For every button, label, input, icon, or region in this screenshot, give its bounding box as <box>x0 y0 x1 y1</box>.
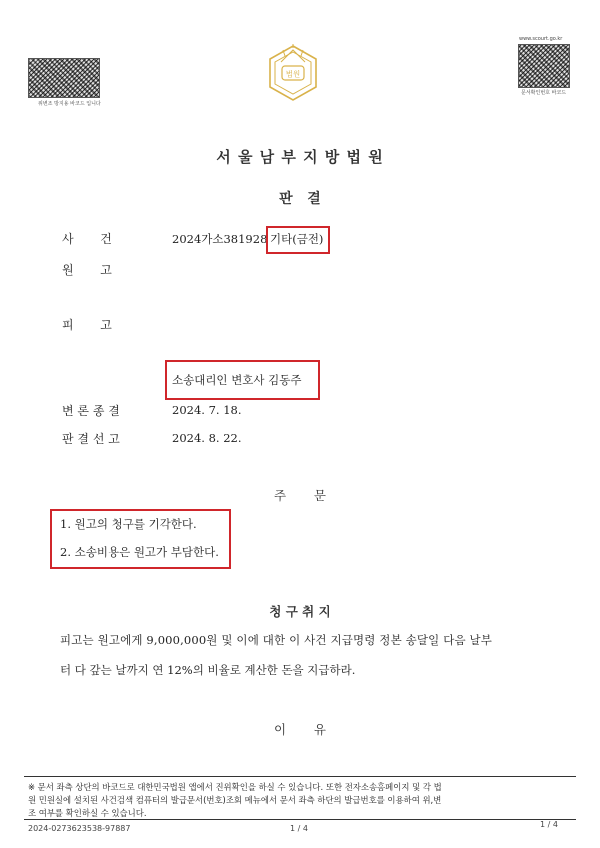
litigation-agent: 소송대리인 변호사 김동주 <box>172 373 302 387</box>
seal-text: 법원 <box>285 69 301 79</box>
claim-title: 청 구 취 지 <box>269 604 331 619</box>
court-name: 서 울 남 부 지 방 법 원 <box>216 148 384 166</box>
main-order-title: 주 문 <box>274 488 326 503</box>
footnote-divider <box>24 776 576 777</box>
defendant-label: 피 고 <box>62 318 112 332</box>
footnote-bottom-rule <box>24 819 576 820</box>
right-qr-caption: 문서확인번호 바코드 <box>521 90 567 96</box>
judgment-date-label: 판 결 선 고 <box>62 432 120 446</box>
main-order-item-2: 2. 소송비용은 원고가 부담한다. <box>60 545 219 559</box>
plaintiff-label: 원 고 <box>62 263 112 277</box>
footnote-line-2: 원 민원실에 설치된 사건검색 컴퓨터의 발급문서(번호)조회 메뉴에서 문서 좌측 하단의 발급번호를 이용하여 위,변 <box>28 795 442 805</box>
right-url: www.scourt.go.kr <box>519 36 563 42</box>
hearing-end-date: 2024. 7. 18. <box>172 403 242 417</box>
case-label: 사 건 <box>62 232 112 246</box>
page-number-right: 1 / 4 <box>540 820 558 829</box>
left-verification-barcode <box>28 58 100 98</box>
court-seal-emblem <box>261 42 325 106</box>
left-barcode-caption: 위변조 방지용 바코드 입니다 <box>38 101 101 107</box>
footnote-line-3: 조 여부를 확인하실 수 있습니다. <box>28 808 147 818</box>
document-type: 판 결 <box>279 191 321 207</box>
main-order-item-1: 1. 원고의 청구를 기각한다. <box>60 517 197 531</box>
footnote-line-1: ※ 문서 좌측 상단의 바코드로 대한민국법원 앱에서 진위확인을 하실 수 있습니다. 또한 전자소송홈페이지 및 각 법 <box>28 782 442 792</box>
claim-line-1: 피고는 원고에게 9,000,000원 및 이에 대한 이 사건 지급명령 정본 송달일 다음 날부 <box>60 633 493 647</box>
reason-title: 이 유 <box>274 722 326 737</box>
hearing-end-label: 변 론 종 결 <box>62 404 120 418</box>
case-type: 기타(금전) <box>270 232 324 246</box>
case-number: 2024가소381928 <box>172 232 268 246</box>
page-number-center: 1 / 4 <box>290 824 308 833</box>
right-qr-code <box>518 44 570 88</box>
issue-number: 2024-0273623538-97887 <box>28 824 131 833</box>
claim-line-2: 터 다 갚는 날까지 연 12%의 비율로 계산한 돈을 지급하라. <box>60 663 356 677</box>
judgment-date: 2024. 8. 22. <box>172 431 242 445</box>
